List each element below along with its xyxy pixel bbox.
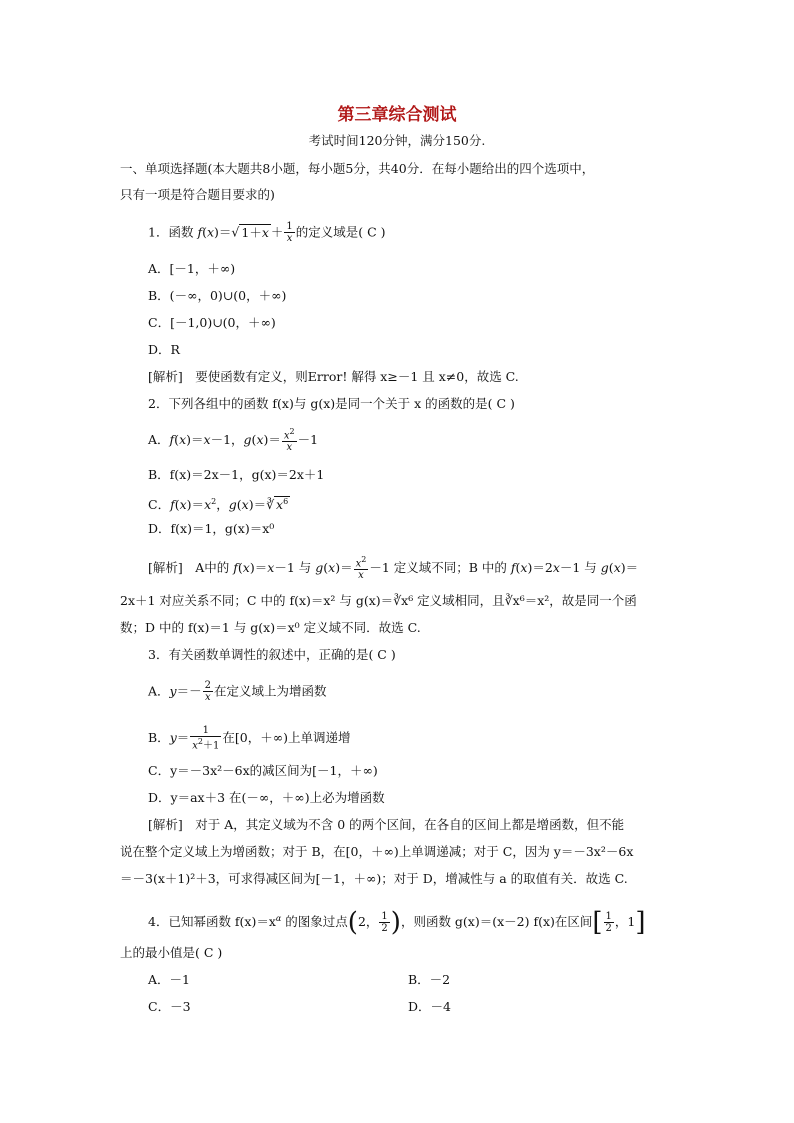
q2-option-b: B．f(x)＝2x－1，g(x)＝2x＋1	[148, 467, 325, 482]
q3-option-a: A．y＝－ $\frac{2}{x}$ 在定义域上为增函数	[148, 680, 327, 703]
q1-analysis: [解析] 要使函数有定义，则Error! 解得 x≥－1 且 x≠0，故选 C.	[148, 369, 519, 384]
q1-option-a: A．[－1，＋∞)	[148, 261, 236, 276]
q3-analysis-line1: [解析] 对于 A，其定义域为不含 0 的两个区间，在各自的区间上都是增函数，但不能	[148, 817, 625, 832]
q2-option-c: C．$f(x)=x^2$，g(x)＝∛ $x^6$	[148, 497, 289, 513]
section-heading-line2: 只有一项是符合题目要求的)	[120, 187, 275, 202]
q4-stem-line2: 上的最小值是( C )	[120, 945, 223, 960]
q4-stem-suffix: ，则函数 g(x)＝(x－2) f(x)在区间	[400, 914, 593, 930]
q4-stem-prefix: 4．已知幂函数 f(x)＝x	[148, 914, 276, 930]
q3-option-d: D．y＝ax＋3 在(－∞，＋∞)上必为增函数	[148, 790, 385, 805]
q1-stem-suffix: 的定义域是( C )	[295, 224, 386, 240]
q3-option-b: B．y＝ $\frac{1}{x^2+1}$ 在[0，＋∞)上单调递增	[148, 725, 351, 752]
q3-analysis-line3: ＝－3(x＋1)²＋3，可求得减区间为[－1，＋∞)；对于 D，增减性与 a 的取值有关．故选 C.	[120, 871, 628, 886]
q1-option-d: D．R	[148, 342, 180, 357]
q4-option-c: C．－3	[148, 999, 191, 1014]
q4-stem-mid: 的图象过点	[281, 914, 348, 930]
q1-option-b: B．(－∞，0)∪(0，＋∞)	[148, 288, 287, 303]
q3-analysis-line2: 说在整个定义域上为增函数；对于 B，在[0，＋∞)上单调递减；对于 C，因为 y＝－3x²－6x	[120, 844, 634, 859]
exam-info: 考试时间120分钟，满分150分.	[308, 133, 486, 148]
q1-stem: 1．函数 f(x)＝√ 1＋x ＋ $\frac{1}{x}$ 的定义域是( C )	[148, 221, 386, 244]
q3-option-c: C．y＝－3x²－6x的减区间为[－1，＋∞)	[148, 763, 378, 778]
section-heading-line1: 一、单项选择题(本大题共8小题，每小题5分，共40分．在每小题给出的四个选项中，	[120, 161, 595, 176]
q2-option-d: D．f(x)＝1，g(x)＝x⁰	[148, 521, 275, 536]
q2-analysis-line3: 数；D 中的 f(x)＝1 与 g(x)＝x⁰ 定义域不同．故选 C.	[120, 620, 421, 635]
q1-option-c: C．[－1,0)∪(0，＋∞)	[148, 315, 276, 330]
page-title: 第三章综合测试	[337, 105, 457, 125]
q4-option-b: B．－2	[408, 972, 451, 987]
q4-stem: 4．已知幂函数 $f(x)=x^\alpha$ 的图象过点(2， $\frac{1}{2}$ )，则函数 g(x)＝(x－2) f(x)在区间[ $\frac{1}{2}$ ，1]	[148, 907, 646, 938]
q2-option-a: A．f(x)＝x－1，g(x)＝ $\frac{x^2}{x}$ －1	[148, 427, 319, 454]
q4-option-a: A．－1	[148, 972, 190, 987]
q4-option-d: D．－4	[408, 999, 451, 1014]
q2-analysis-line1: [解析] A中的 f(x)＝x－1 与 g(x)＝ $\frac{x^2}{x}$ －1 定义域不同；B 中的 f(x)＝2x－1 与 g(x)＝	[148, 555, 639, 582]
q2-analysis-line2: 2x＋1 对应关系不同；C 中的 f(x)＝x² 与 g(x)＝∛x⁶ 定义域相同，且∛x⁶＝x²，故是同一个函	[120, 593, 637, 608]
q1-stem-prefix: 1．函数	[148, 224, 198, 240]
q2-stem: 2．下列各组中的函数 f(x)与 g(x)是同一个关于 x 的函数的是( C )	[148, 396, 515, 411]
q3-stem: 3．有关函数单调性的叙述中，正确的是( C )	[148, 647, 396, 662]
